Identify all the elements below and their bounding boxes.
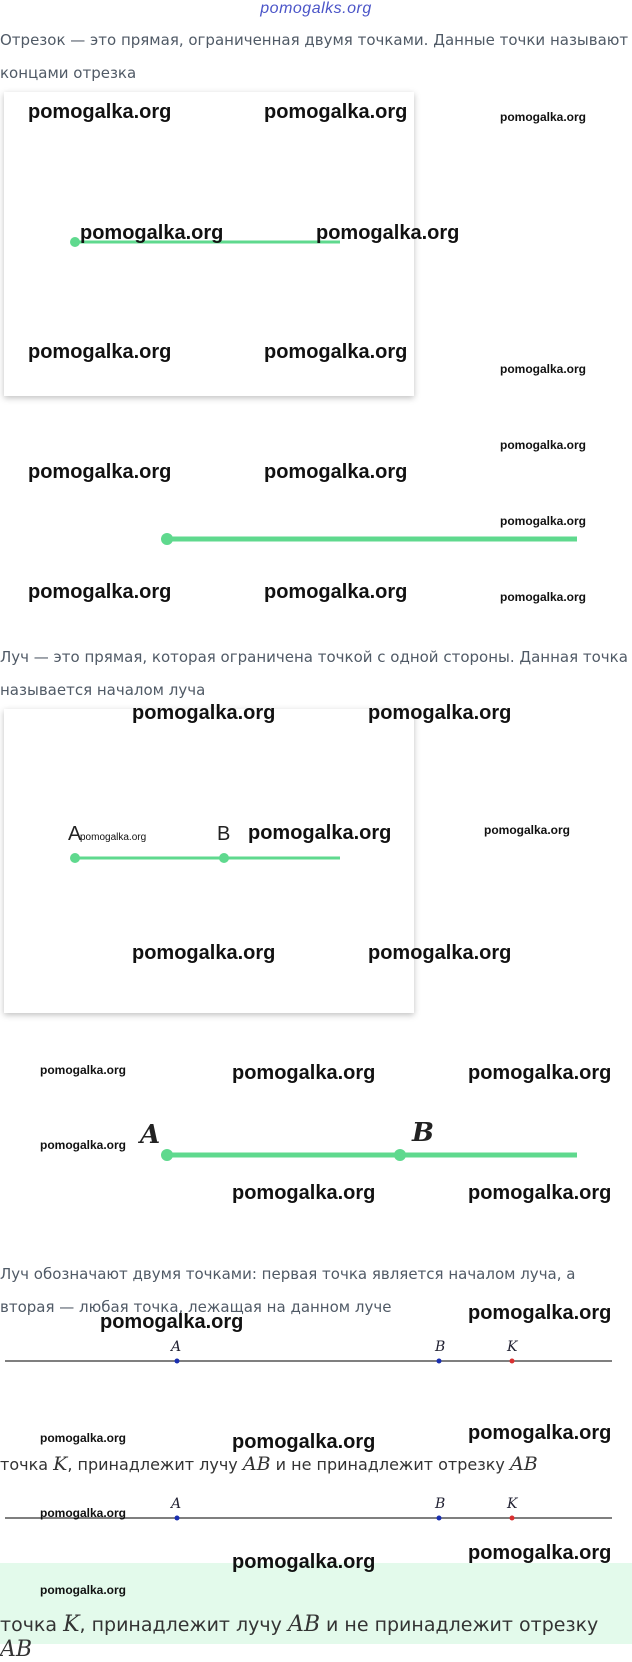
watermark: pomogalka.org bbox=[368, 702, 512, 724]
watermark: pomogalka.org bbox=[232, 1551, 376, 1573]
ray-notation-line2: вторая — любая точка, лежащая на данном луче bbox=[0, 1298, 392, 1316]
watermark: pomogalka.org bbox=[80, 832, 147, 843]
watermark: pomogalka.org bbox=[80, 222, 224, 244]
watermark: pomogalka.org bbox=[40, 1431, 127, 1445]
thin-label-a-1: A bbox=[171, 1339, 182, 1355]
thin-point-b-2 bbox=[437, 1516, 442, 1521]
watermark: pomogalka.org bbox=[264, 341, 408, 363]
ray-definition bbox=[0, 641, 630, 707]
watermark: pomogalka.org bbox=[28, 101, 172, 123]
statement-2-k: K bbox=[63, 1612, 80, 1637]
thin-label-b-2: B bbox=[435, 1496, 446, 1512]
big-ray-label-a: A bbox=[140, 1120, 161, 1150]
thin-point-k-2 bbox=[510, 1516, 515, 1521]
watermark: pomogalka.org bbox=[28, 461, 172, 483]
big-ray-label-b: B bbox=[412, 1118, 434, 1148]
watermark: pomogalka.org bbox=[468, 1542, 612, 1564]
watermark: pomogalka.org bbox=[40, 1138, 127, 1152]
thin-label-a-2: A bbox=[171, 1496, 182, 1512]
watermark: pomogalka.org bbox=[232, 1431, 376, 1453]
statement-2-ab1: AB bbox=[287, 1612, 320, 1637]
thin-point-b-1 bbox=[437, 1359, 442, 1364]
watermark: pomogalka.org bbox=[500, 110, 587, 124]
statement-2-ab2: AB bbox=[0, 1637, 33, 1662]
segment-endpoint-left bbox=[70, 237, 80, 247]
watermark: pomogalka.org bbox=[316, 222, 460, 244]
watermark: pomogalka.org bbox=[264, 581, 408, 603]
watermark: pomogalka.org bbox=[248, 822, 392, 844]
ray-label-b: B bbox=[217, 823, 231, 845]
watermark: pomogalka.org bbox=[232, 1182, 376, 1204]
statement-1-ab2: AB bbox=[509, 1453, 538, 1475]
watermark: pomogalka.org bbox=[500, 514, 587, 528]
watermark: pomogalka.org bbox=[232, 1062, 376, 1084]
thin-point-a-2 bbox=[175, 1516, 180, 1521]
statement-1-k: K bbox=[53, 1453, 68, 1475]
watermark: pomogalka.org bbox=[28, 341, 172, 363]
ray-start-point bbox=[161, 533, 173, 545]
big-ray-point-b bbox=[394, 1149, 406, 1161]
ray-label-a: A bbox=[68, 823, 82, 845]
watermark: pomogalka.org bbox=[468, 1062, 612, 1084]
watermark: pomogalka.org bbox=[500, 362, 587, 376]
ray-definition-line1: Луч — это прямая, которая ограничена точкой с одной стороны. Данная точка bbox=[0, 648, 628, 666]
statement-1-part1: , принадлежит лучу bbox=[67, 1455, 243, 1474]
segment-definition-line2: концами отрезка bbox=[0, 64, 137, 82]
watermark: pomogalka.org bbox=[40, 1506, 127, 1520]
site-header: pomogalks.org bbox=[260, 0, 372, 17]
watermark: pomogalka.org bbox=[468, 1422, 612, 1444]
ray-notation-line1: Луч обозначают двумя точками: первая точка является началом луча, а bbox=[0, 1265, 576, 1283]
ray-definition-line2: называется началом луча bbox=[0, 681, 206, 699]
segment-definition-line1: Отрезок — это прямая, ограниченная двумя точками. Данные точки называют bbox=[0, 31, 629, 49]
statement-2 bbox=[0, 1612, 632, 1662]
thin-point-a-1 bbox=[175, 1359, 180, 1364]
statement-2-part1: , принадлежит лучу bbox=[79, 1614, 288, 1636]
statement-1-prefix: точка bbox=[0, 1455, 54, 1474]
statement-1-ab1: AB bbox=[242, 1453, 271, 1475]
thin-point-k-1 bbox=[510, 1359, 515, 1364]
ray-point-a bbox=[70, 853, 80, 863]
watermark: pomogalka.org bbox=[100, 1311, 244, 1333]
thin-label-k-2: K bbox=[507, 1496, 518, 1512]
statement-1 bbox=[0, 1453, 538, 1475]
watermark: pomogalka.org bbox=[40, 1063, 127, 1077]
statement-1-part2: и не принадлежит отрезку bbox=[270, 1455, 510, 1474]
watermark: pomogalka.org bbox=[264, 461, 408, 483]
statement-2-prefix: точка bbox=[0, 1614, 64, 1636]
thin-label-k-1: K bbox=[507, 1339, 518, 1355]
watermark: pomogalka.org bbox=[500, 590, 587, 604]
thin-label-b-1: B bbox=[435, 1339, 446, 1355]
watermark: pomogalka.org bbox=[264, 101, 408, 123]
ray-point-b bbox=[219, 853, 229, 863]
watermark: pomogalka.org bbox=[500, 438, 587, 452]
watermark: pomogalka.org bbox=[132, 942, 276, 964]
watermark: pomogalka.org bbox=[484, 823, 571, 837]
watermark: pomogalka.org bbox=[28, 581, 172, 603]
watermark: pomogalka.org bbox=[468, 1182, 612, 1204]
big-ray-point-a bbox=[161, 1149, 173, 1161]
watermark: pomogalka.org bbox=[468, 1302, 612, 1324]
watermark: pomogalka.org bbox=[40, 1583, 127, 1597]
watermark: pomogalka.org bbox=[368, 942, 512, 964]
watermark: pomogalka.org bbox=[132, 702, 276, 724]
statement-2-part2: и не принадлежит отрезку bbox=[320, 1614, 599, 1636]
